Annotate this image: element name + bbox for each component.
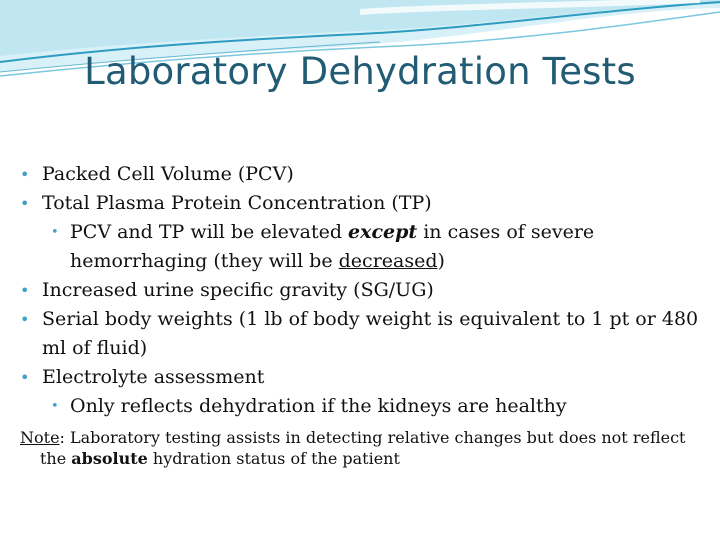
content-body [20, 160, 705, 469]
sub-bullet-text-before: PCV and TP will be elevated [70, 221, 349, 243]
bullet-text: Serial body weights (1 lb of body weight is equivalent to 1 pt or 480 ml of fluid) [42, 308, 699, 359]
note-paragraph [20, 427, 705, 469]
sub-bullet-text-middle: in cases of severe hemorrhaging (they will be [70, 221, 595, 272]
bullet-text: Packed Cell Volume (PCV) [42, 163, 294, 185]
sub-bullet-text-after: ) [437, 250, 445, 272]
page-title: Laboratory Dehydration Tests [84, 50, 636, 93]
bullet-tp [20, 189, 705, 218]
sub-bullet-elevated [20, 218, 705, 276]
underlined-decreased: decreased [338, 250, 438, 272]
bullet-icon: • [20, 165, 30, 184]
bullet-text: Total Plasma Protein Concentration (TP) [42, 192, 432, 214]
bullet-icon: • [51, 225, 59, 240]
note-text-2: hydration status of the patient [147, 449, 400, 468]
note-label: Note [20, 428, 60, 447]
bullet-electrolyte [20, 363, 705, 392]
note-bold-absolute: absolute [71, 449, 148, 468]
bullet-list [20, 160, 705, 421]
bullet-icon: • [20, 310, 30, 329]
sub-bullet-text: Only reflects dehydration if the kidneys are healthy [70, 395, 567, 417]
bullet-body-weights [20, 305, 705, 363]
bullet-icon: • [20, 368, 30, 387]
note-colon: : [59, 428, 65, 447]
bullet-icon: • [51, 399, 59, 414]
bullet-text: Electrolyte assessment [42, 366, 265, 388]
sub-bullet-kidneys [20, 392, 705, 421]
bullet-icon: • [20, 194, 30, 213]
bullet-text: Increased urine specific gravity (SG/UG) [42, 279, 434, 301]
bullet-icon: • [20, 281, 30, 300]
note-text-1: Laboratory testing assists in detecting relative changes but does not reflect the [40, 428, 686, 468]
bullet-urine-sg [20, 276, 705, 305]
bullet-pcv [20, 160, 705, 189]
emphasis-except: except [348, 221, 418, 243]
